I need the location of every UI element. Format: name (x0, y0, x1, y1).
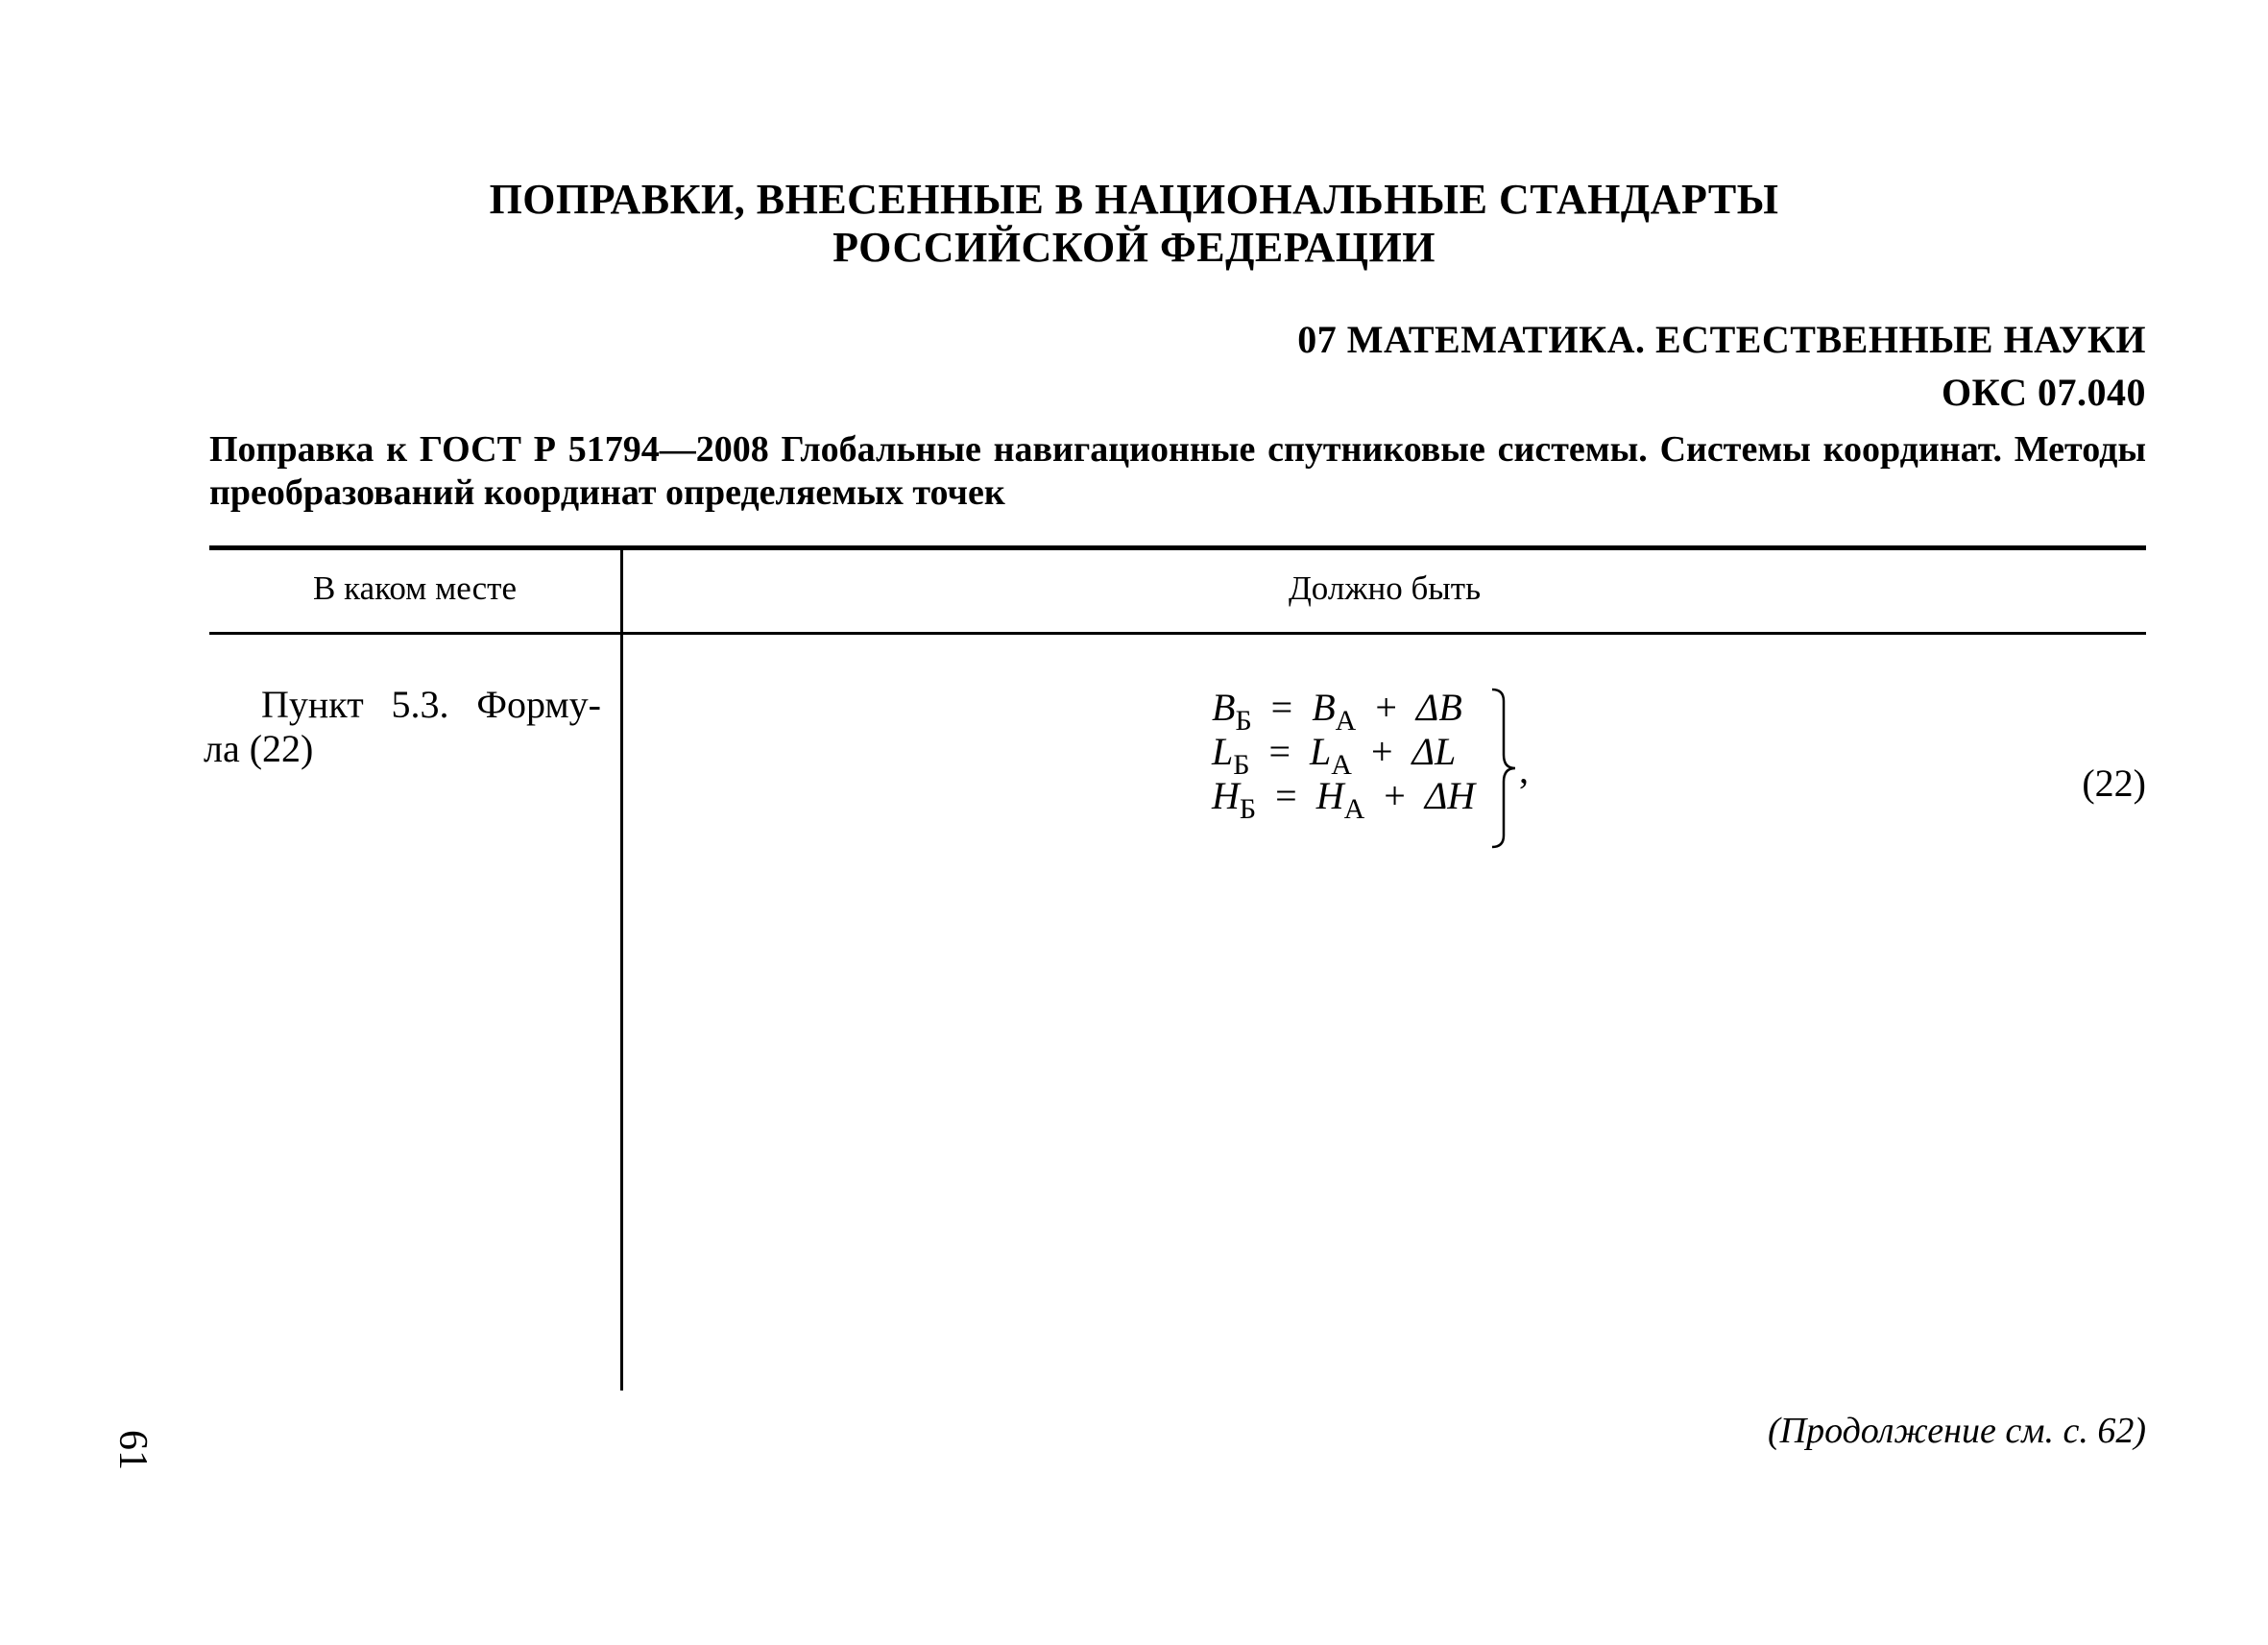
table-column-divider (620, 548, 623, 1391)
where-line1: Пункт 5.3. Форму- (261, 683, 601, 726)
table-top-rule (209, 545, 2146, 550)
column-header-where: В каком месте (313, 569, 517, 607)
section-heading: 07 МАТЕМАТИКА. ЕСТЕСТВЕННЫЕ НАУКИ (1297, 318, 2146, 361)
table-header-rule (209, 632, 2146, 635)
formula-22 (1212, 686, 1476, 825)
right-brace-icon (1490, 688, 1519, 849)
equation-number: (22) (2082, 762, 2146, 805)
page-number: 61 (110, 1430, 155, 1470)
column-header-should-be: Должно быть (1288, 569, 1482, 607)
continuation-note: (Продолжение см. с. 62) (1767, 1411, 2146, 1451)
page-title-line1: ПОПРАВКИ, ВНЕСЕННЫЕ В НАЦИОНАЛЬНЫЕ СТАНДАРТЫ (489, 176, 1779, 223)
formula-line-l: $L_Б = L_А + \Delta L$ (1212, 730, 1457, 781)
where-line2: ла (22) (204, 727, 314, 770)
table-cell-where (204, 683, 601, 771)
formula-comma: , (1519, 748, 1529, 791)
amendment-title: Поправка к ГОСТ Р 51794—2008 Глобальные навигационные спутниковые системы. Системы координат. Методы преобразований координат определяемых точек (209, 429, 2146, 513)
oks-code: ОКС 07.040 (1941, 371, 2146, 414)
formula-line-b: $B_Б = B_А + \Delta B$ (1212, 686, 1462, 737)
page-title-line2: РОССИЙСКОЙ ФЕДЕРАЦИИ (832, 224, 1436, 271)
formula-line-h: $H_Б = H_А + \Delta H$ (1212, 774, 1476, 825)
